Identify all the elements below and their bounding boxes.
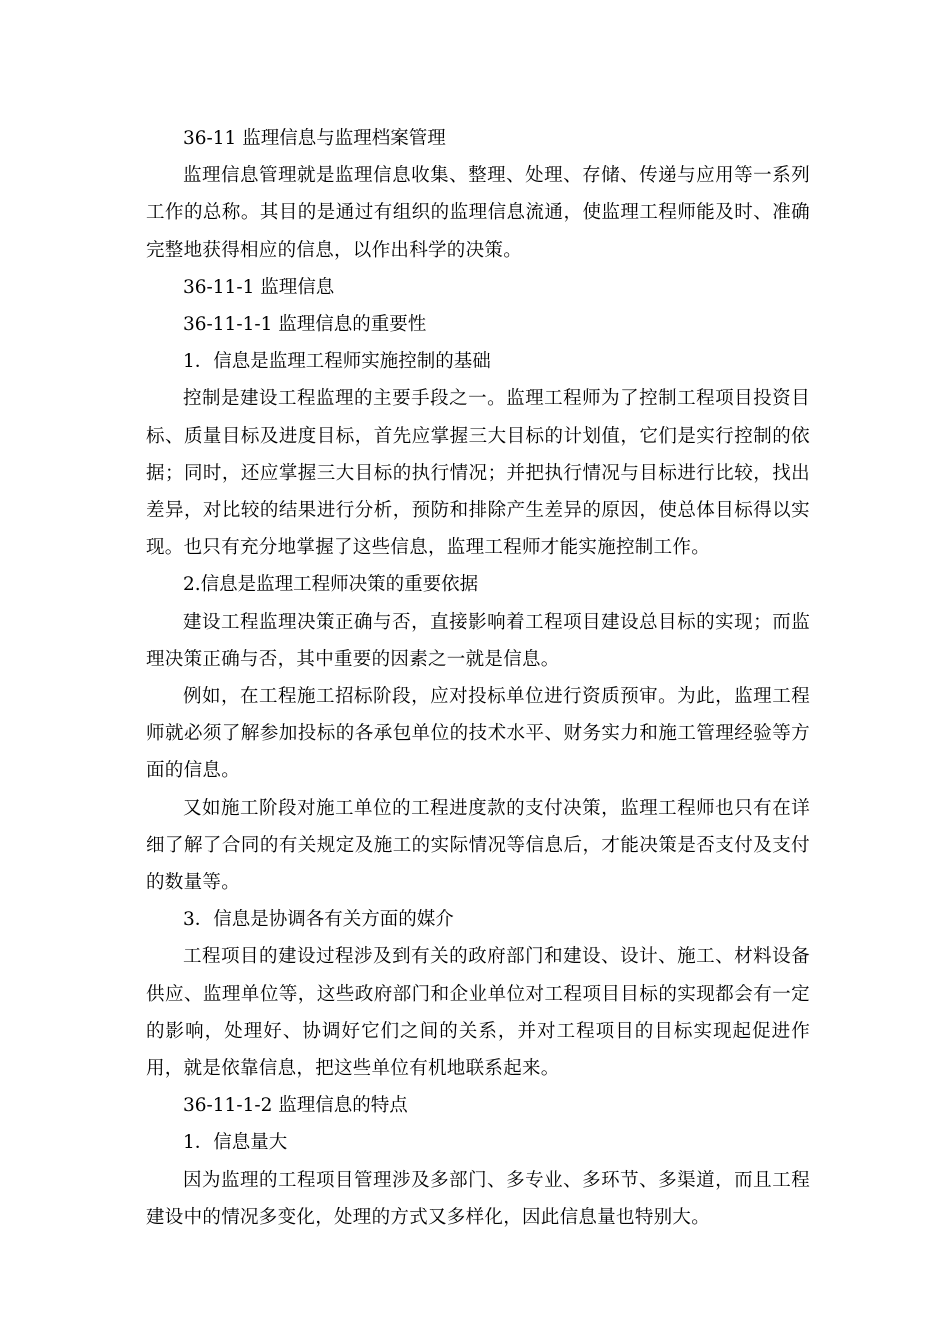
intro-paragraph: 监理信息管理就是监理信息收集、整理、处理、存储、传递与应用等一系列工作的总称。其目的是通过有组织的监理信息流通，使监理工程师能及时、准确完整地获得相应的信息，以作出科学的决策。 <box>146 165 810 261</box>
point-3-paragraph: 工程项目的建设过程涉及到有关的政府部门和建设、设计、施工、材料设备供应、监理单位等，这些政府部门和企业单位对工程项目目标的实现都会有一定的影响，处理好、协调好它们之间的关系，并对工程项目的目标实现起促进作用，就是依靠信息，把这些单位有机地联系起来。 <box>146 946 810 1080</box>
point-3-title: 3．信息是协调各有关方面的媒介 <box>183 909 454 931</box>
point-2-paragraph-2: 例如，在工程施工招标阶段，应对投标单位进行资质预审。为此，监理工程师就必须了解参加投标的各承包单位的技术水平、财务实力和施工管理经验等方面的信息。 <box>146 686 810 782</box>
document-page <box>146 120 810 1236</box>
sub-heading-importance: 36-11-1-1 监理信息的重要性 <box>183 314 427 336</box>
point-2-paragraph-3: 又如施工阶段对施工单位的工程进度款的支付决策，监理工程师也只有在详细了解了合同的有关规定及施工的实际情况等信息后，才能决策是否支付及支付的数量等。 <box>146 797 810 894</box>
point-1-paragraph: 控制是建设工程监理的主要手段之一。监理工程师为了控制工程项目投资目标、质量目标及进度目标，首先应掌握三大目标的计划值，它们是实行控制的依据；同时，还应掌握三大目标的执行情况；并把执行情况与目标进行比较，找出差异，对比较的结果进行分析，预防和排除产生差异的原因，使总体目标得以实现。也只有充分地掌握了这些信息，监理工程师才能实施控制工作。 <box>146 388 810 559</box>
point-2-title: 2.信息是监理工程师决策的重要依据 <box>183 574 479 596</box>
feature-1-title: 1．信息量大 <box>183 1132 288 1154</box>
section-heading: 36-11 监理信息与监理档案管理 <box>183 128 446 149</box>
sub-heading-information: 36-11-1 监理信息 <box>183 276 335 298</box>
feature-1-paragraph: 因为监理的工程项目管理涉及多部门、多专业、多环节、多渠道，而且工程建设中的情况多变化，处理的方式又多样化，因此信息量也特别大。 <box>146 1169 810 1228</box>
point-2-paragraph-1: 建设工程监理决策正确与否，直接影响着工程项目建设总目标的实现；而监理决策正确与否，其中重要的因素之一就是信息。 <box>146 611 810 670</box>
point-1-title: 1．信息是监理工程师实施控制的基础 <box>183 351 491 373</box>
sub-heading-features: 36-11-1-2 监理信息的特点 <box>183 1095 408 1117</box>
